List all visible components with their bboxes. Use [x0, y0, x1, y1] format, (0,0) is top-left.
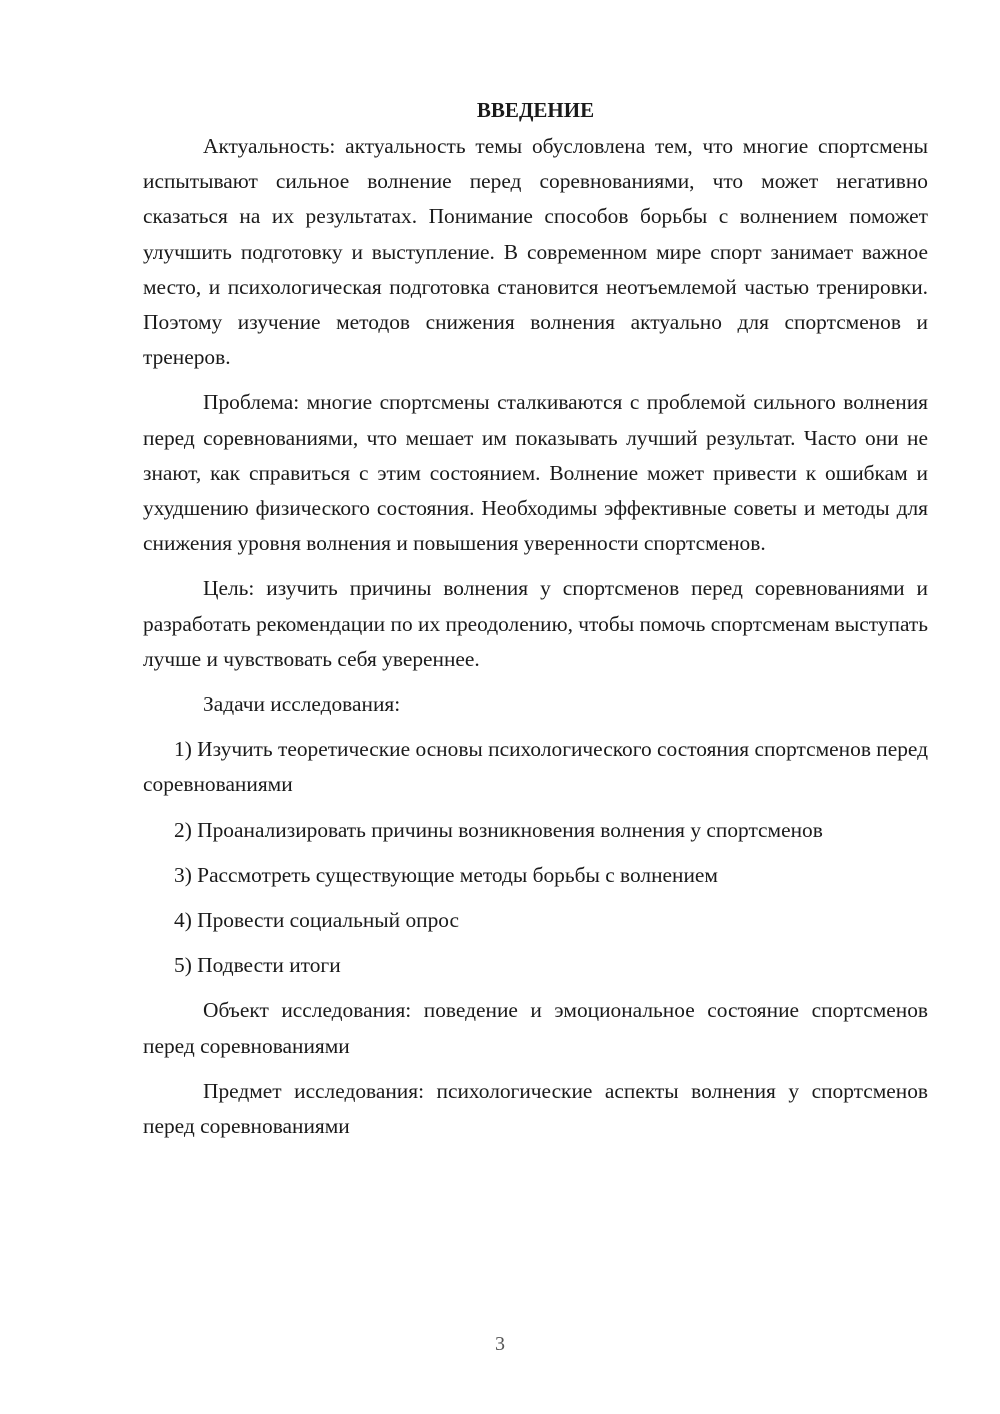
- subject-paragraph: Предмет исследования: психологические аспекты волнения у спортсменов перед соревнованиями: [143, 1078, 928, 1139]
- list-item: 2) Проанализировать причины возникновения волнения у спортсменов: [174, 817, 823, 842]
- relevance-paragraph: Актуальность: актуальность темы обусловлена тем, что многие спортсмены испытывают сильное волнение перед соревнованиями, что может негативно сказаться на их результатах. Понимание способов борьбы с волнением поможет улучшить подготовку и выступление. В современном мире спорт занимает важное место, и психологическая подготовка становится неотъемлемой частью тренировки. Поэтому изучение методов снижения волнения актуально для спортсменов и тренеров.: [143, 134, 928, 370]
- page-title: ВВЕДЕНИЕ: [476, 98, 595, 122]
- list-item: 1) Изучить теоретические основы психологического состояния спортсменов перед соревнованиями: [143, 737, 928, 797]
- tasks-title: Задачи исследования:: [203, 692, 401, 717]
- object-paragraph: Объект исследования: поведение и эмоциональное состояние спортсменов перед соревнованиями: [143, 998, 928, 1058]
- page-number: 3: [495, 1333, 505, 1355]
- list-item: 5) Подвести итоги: [174, 953, 341, 978]
- list-item: 3) Рассмотреть существующие методы борьбы с волнением: [174, 862, 718, 887]
- problem-paragraph: Проблема: многие спортсмены сталкиваются с проблемой сильного волнения перед соревнованиями, что мешает им показывать лучший результат. Часто они не знают, как справиться с этим состоянием. Волнение может привести к ошибкам и ухудшению физического состояния. Необходимы эффективные советы и методы для снижения уровня волнения и повышения уверенности спортсменов.: [143, 390, 928, 556]
- document-body: [143, 92, 928, 1144]
- goal-paragraph: Цель: изучить причины волнения у спортсменов перед соревнованиями и разработать рекомендации по их преодолению, чтобы помочь спортсменам выступать лучше и чувствовать себя увереннее.: [143, 576, 928, 671]
- list-item: 4) Провести социальный опрос: [174, 908, 460, 933]
